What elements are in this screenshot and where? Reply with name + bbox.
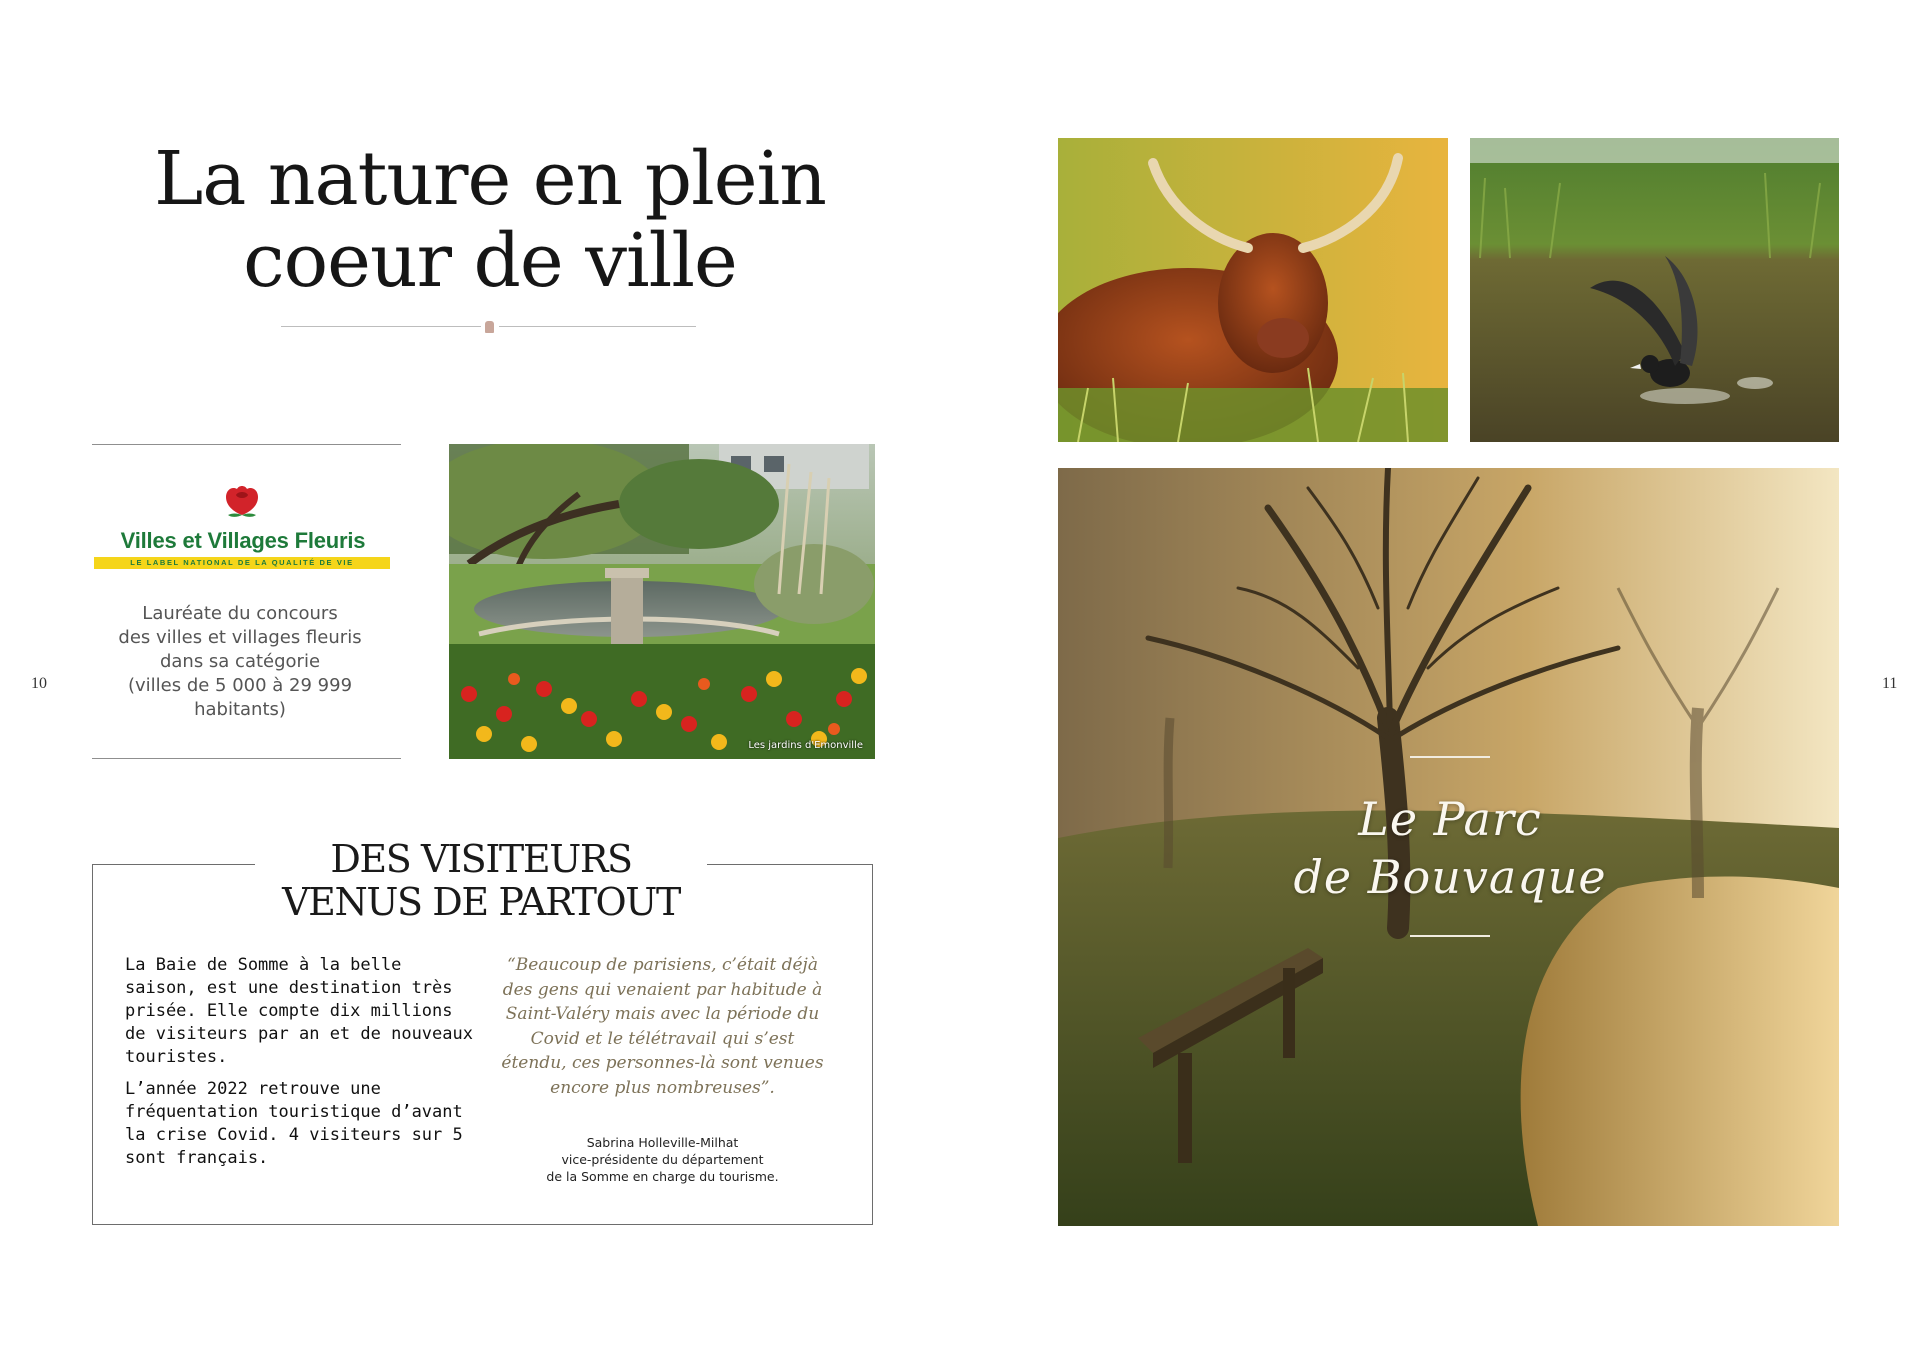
title-ornament — [485, 321, 494, 333]
parc-title-rule-bottom — [1410, 935, 1490, 937]
label-description-line: dans sa catégorie — [159, 651, 321, 672]
visitors-title-line2: VENUS DE PARTOUT — [282, 880, 680, 924]
label-description-line: des villes et villages fleuris — [118, 627, 362, 648]
attribution-role: de la Somme en charge du tourisme. — [546, 1169, 779, 1184]
visitors-body — [125, 954, 480, 1179]
title-divider-right — [499, 326, 696, 327]
label-bottom-rule — [92, 758, 401, 759]
label-description-line: (villes de 5 000 à 29 999 — [127, 675, 353, 696]
flower-logo-icon — [220, 482, 264, 520]
parc-title-line2: de Bouvaque — [1293, 850, 1607, 904]
label-description — [100, 602, 380, 722]
label-top-rule — [92, 444, 401, 445]
parc-title-rule-top — [1410, 756, 1490, 758]
parc-title-line1: Le Parc — [1358, 792, 1542, 846]
page-number-left: 10 — [31, 675, 47, 692]
title-divider-left — [281, 326, 481, 327]
attribution-name: Sabrina Holleville-Milhat — [586, 1135, 739, 1150]
highland-cow-photo — [1058, 138, 1448, 442]
visitors-quote: “Beaucoup de parisiens, c’était déjà des gens qui venaient par habitude à Saint-Valéry mais avec la période du Covid et le télétravail qui s’est étendu, ces personnes-là sont venues encore plus nombreuses”. — [501, 955, 824, 1098]
label-description-line: habitants) — [194, 699, 286, 720]
label-logo-name: Villes et Villages Fleuris — [120, 528, 366, 553]
visitors-paragraph: L’année 2022 retrouve une fréquentation touristique d’avant la crise Covid. 4 visiteurs sur 5 sont français. — [125, 1079, 463, 1168]
label-description-line: Lauréate du concours — [142, 603, 338, 624]
page-title — [150, 138, 830, 302]
page-title-line2: coeur de ville — [243, 218, 737, 304]
quote-attribution — [510, 1134, 815, 1185]
garden-photo-caption: Les jardins d'Emonville — [748, 740, 863, 751]
visitors-title — [255, 838, 707, 924]
page-number-right: 11 — [1882, 675, 1898, 692]
visitors-paragraph: La Baie de Somme à la belle saison, est une destination très prisée. Elle compte dix millions de visiteurs par an et de nouveaux touristes. — [125, 955, 473, 1067]
parc-title — [1225, 790, 1675, 906]
label-logo-tagline: LE LABEL NATIONAL DE LA QUALITÉ DE VIE — [94, 557, 390, 569]
garden-photo — [449, 444, 875, 759]
visitors-title-line1: DES VISITEURS — [330, 837, 632, 881]
attribution-role: vice-présidente du département — [561, 1152, 764, 1167]
coot-bird-photo — [1470, 138, 1839, 442]
page-title-line1: La nature en plein — [154, 136, 826, 222]
